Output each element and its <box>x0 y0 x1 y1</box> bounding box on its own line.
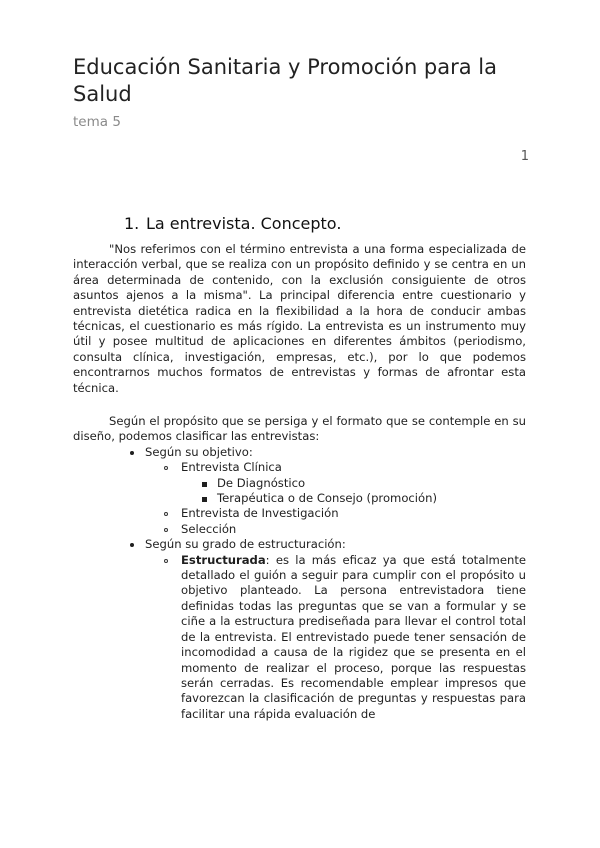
page-number: 1 <box>520 149 529 164</box>
list-item-label: Entrevista de Investigación <box>181 506 339 521</box>
list-item-diagnostic <box>73 476 526 491</box>
structure-sublist <box>73 553 526 722</box>
circle-bullet-icon <box>164 528 168 532</box>
list-item-research <box>73 506 526 521</box>
list-item-by-structure <box>73 537 526 722</box>
list-item-label: Entrevista Clínica <box>181 460 282 475</box>
classification-block <box>73 414 526 722</box>
list-item-label: Según su objetivo: <box>145 444 253 459</box>
square-bullet-icon <box>202 482 207 487</box>
circle-bullet-icon <box>164 559 168 563</box>
clinical-sublist <box>73 476 526 507</box>
classification-list <box>73 445 526 722</box>
document-title: Educación Sanitaria y Promoción para la Salud <box>73 55 498 106</box>
list-item-clinical <box>73 460 526 506</box>
classification-intro: Según el propósito que se persiga y el formato que se contemple en su diseño, podemos clasificar las entrevistas: <box>73 414 526 444</box>
intro-paragraph-block <box>73 242 526 396</box>
list-item-label: Terapéutica o de Consejo (promoción) <box>217 491 437 506</box>
structured-term: Estructurada <box>181 552 266 567</box>
list-item-label: Según su grado de estructuración: <box>145 537 346 552</box>
structured-description: : es la más eficaz ya que está totalmente detallado el guión a seguir para cumplir con el propósito u objetivo planteado. La persona entrevistadora tiene definidas todas las preguntas que se van a formular y se ciñe a la estructura prediseñada para llevar el control total de la entrevista. El entrevistado puede tener sensación de incomodidad a causa de la rigidez que se presenta en el momento de realizar el proceso, porque las respuestas serán cerradas. Es recomendable emplear impresos que favorezcan la clasificación de preguntas y respuestas para facilitar una rápida evaluación de <box>181 552 526 721</box>
disc-bullet-icon <box>130 543 134 547</box>
square-bullet-icon <box>202 497 207 502</box>
list-item-therapeutic <box>73 491 526 506</box>
list-item-structured <box>73 553 526 722</box>
section-heading-text: La entrevista. Concepto. <box>146 214 342 233</box>
section-heading <box>124 214 341 233</box>
list-item-selection <box>73 522 526 537</box>
list-item-label: De Diagnóstico <box>217 475 306 490</box>
document-subtitle: tema 5 <box>73 114 121 130</box>
list-item-label: Selección <box>181 521 237 536</box>
intro-paragraph: "Nos referimos con el término entrevista a una forma especializada de interacción verbal, que se realiza con un propósito definido y se centra en un área determinada de contenido, con la exclusión consiguiente de otros asuntos ajenos a la misma". La principal diferencia entre cuestionario y entrevista dietética radica en la flexibilidad a la hora de conducir ambas técnicas, el cuestionario es más rígido. La entrevista es un instrumento muy útil y posee multitud de aplicaciones en diferentes ámbitos (periodismo, consulta clínica, investigación, empresas, etc.), por lo que podemos encontrarnos muchos formatos de entrevistas y formas de afrontar esta técnica. <box>73 242 526 395</box>
circle-bullet-icon <box>164 512 168 516</box>
disc-bullet-icon <box>130 451 134 455</box>
list-item-by-objective <box>73 445 526 537</box>
objective-sublist <box>73 460 526 537</box>
circle-bullet-icon <box>164 466 168 470</box>
section-number: 1. <box>124 214 140 233</box>
